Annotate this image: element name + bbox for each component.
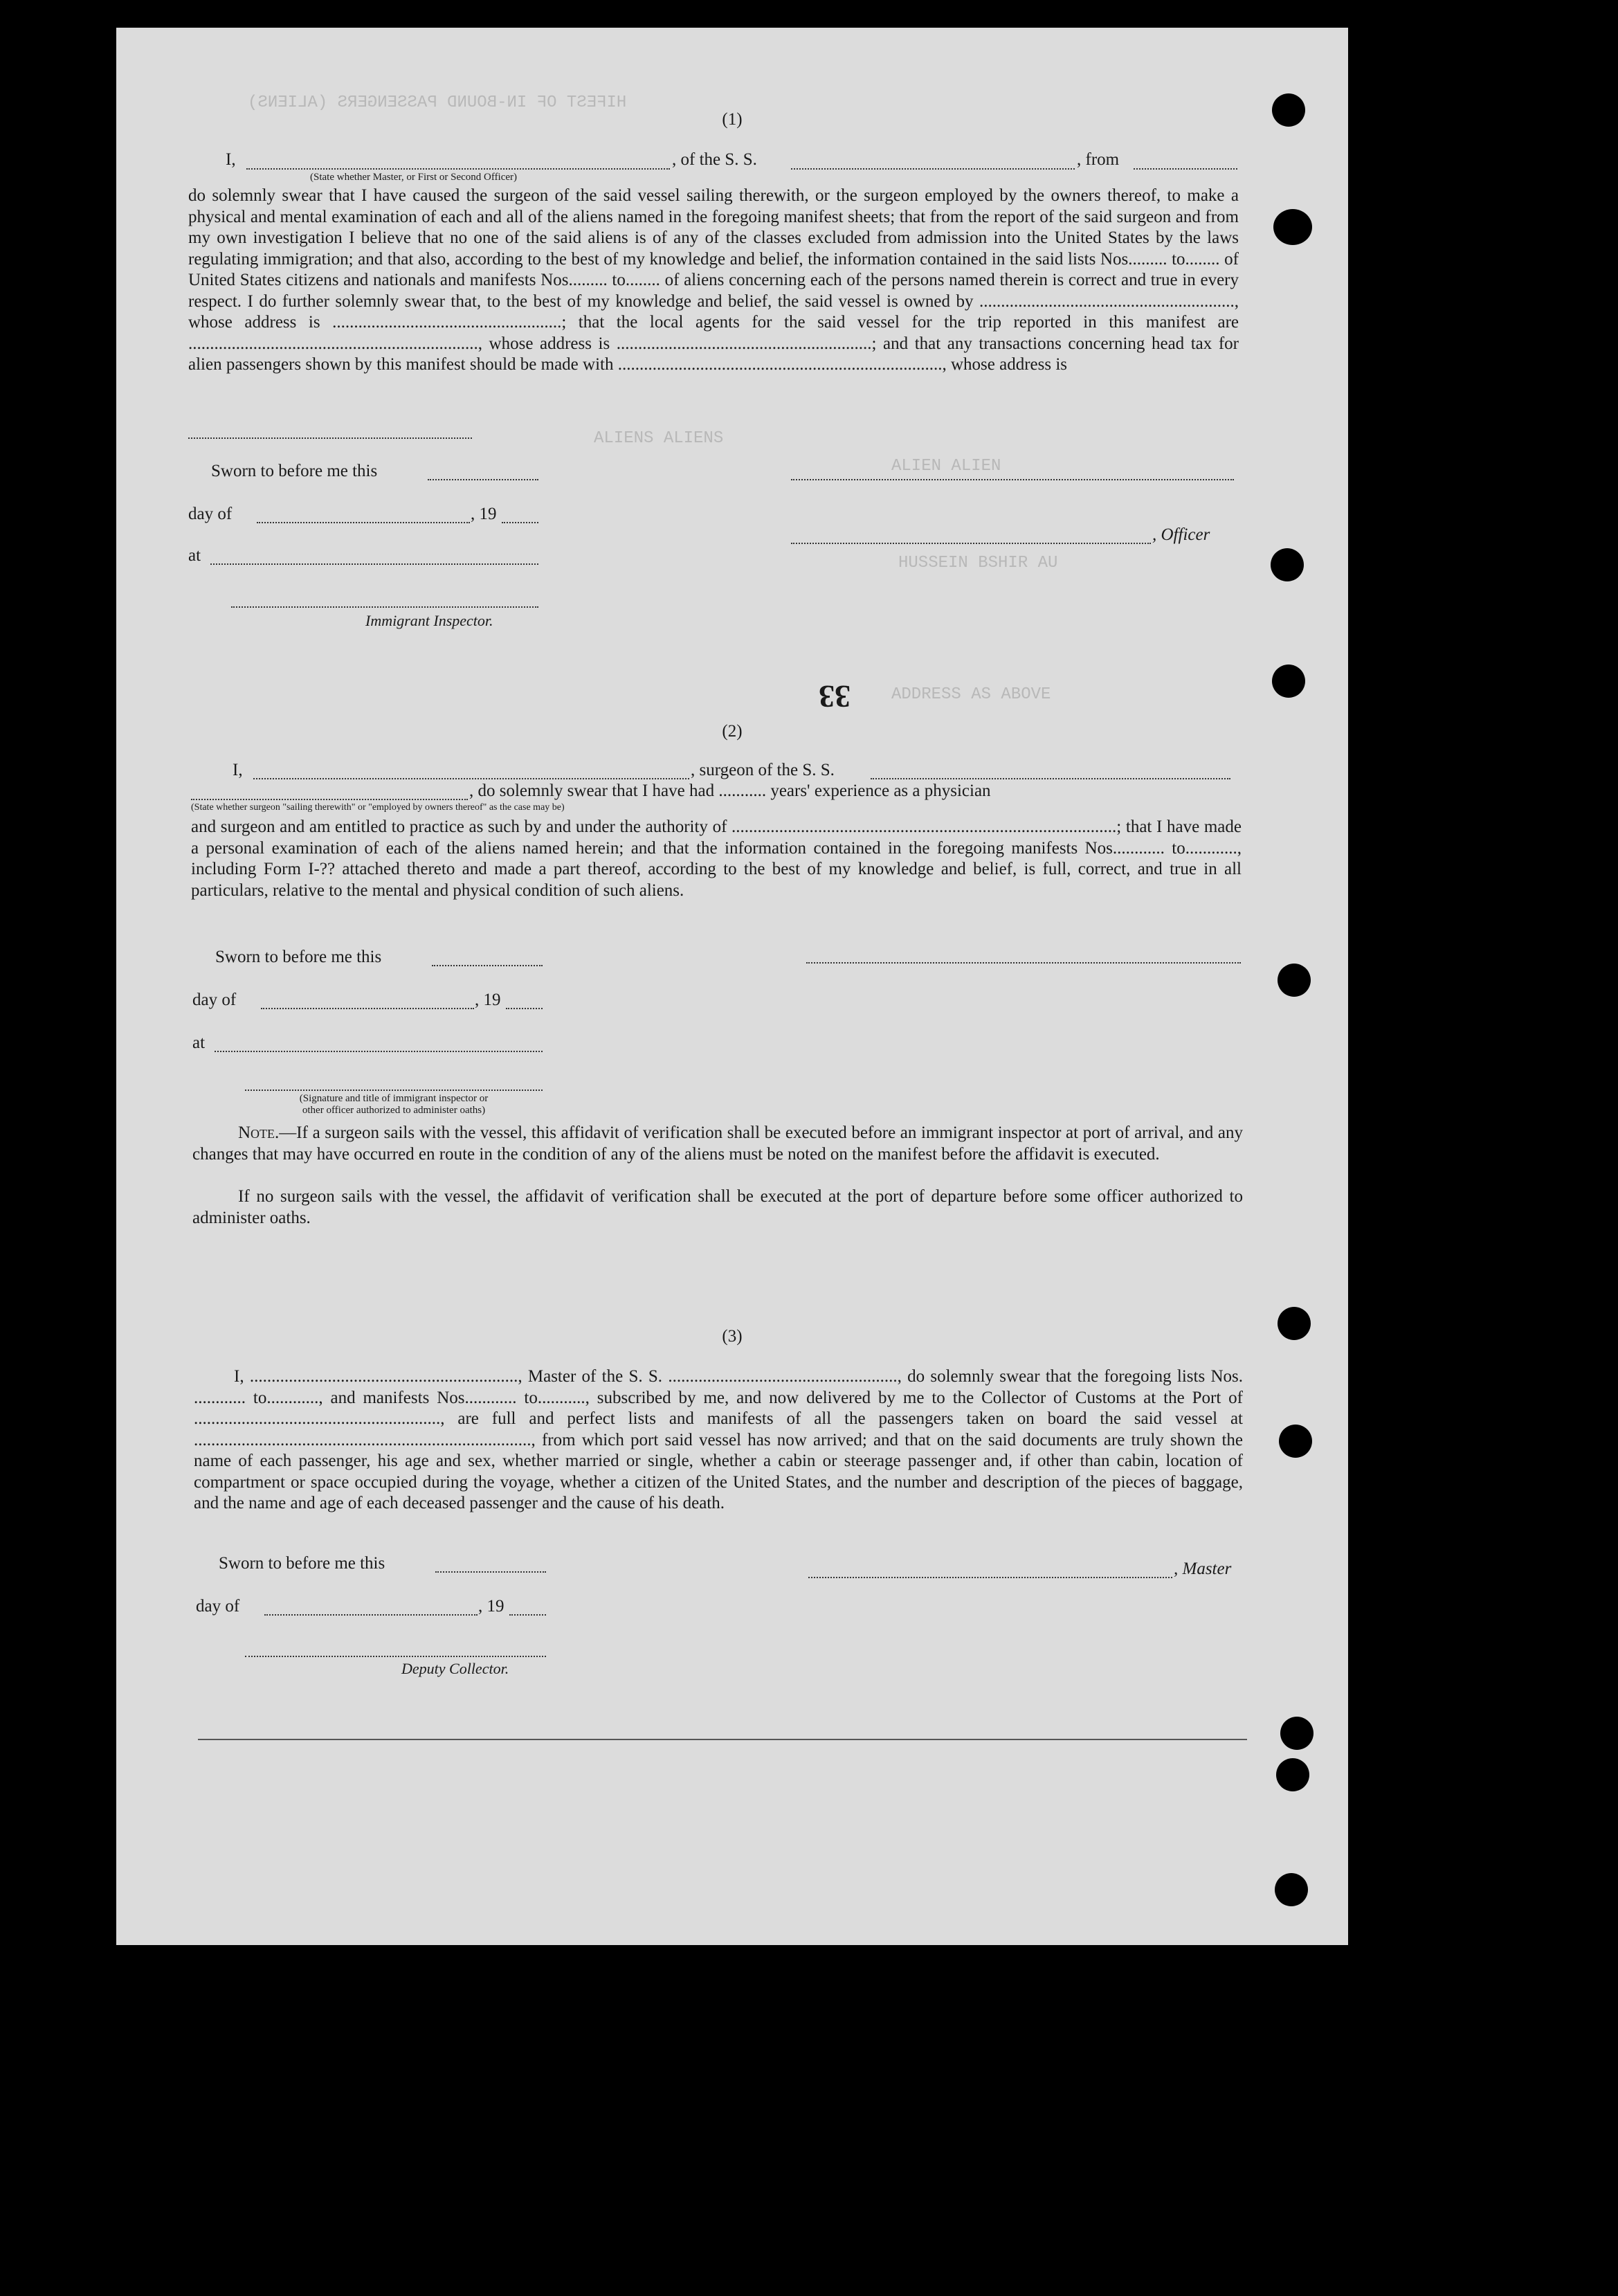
from-port-field[interactable] xyxy=(1134,168,1237,170)
punch-hole xyxy=(1279,1425,1312,1458)
section-1-body: do solemnly swear that I have caused the surgeon of the said vessel sailing therewith, or the surgeon employed by the owners thereof, to make a physical and mental examination of each and all of the aliens named in the foregoing manifest sheets; that from the report of the said surgeon and from my own investigation I believe that no one of the said aliens is of any of the classes excluded from admission into the United States by the laws regulating immigration; and that also, according to the best of my knowledge and belief, the information contained in the said lists Nos......... to........ of United States citizens and nationals and manifests Nos......... to........ of aliens concerning each of the persons named therein is correct and true in every respect. I do further solemnly swear that, to the best of my knowledge and belief, the said vessel is owned by ..........................................................., whose address is .....................................................; that the local agents for the said vessel for the trip reported in this manifest are ..................................................................., whose address is ...........................................................; and that any transactions concerning head tax for alien passengers shown by this manifest should be made with ..........................................................................., whose address is xyxy=(188,186,1239,374)
officer-title-note: (State whether Master, or First or Second Officer) xyxy=(310,172,518,183)
section-2-at-field[interactable] xyxy=(215,1051,543,1052)
section-1-day-of: day of xyxy=(188,505,233,523)
punch-hole xyxy=(1278,964,1311,997)
master-signature-line[interactable] xyxy=(808,1577,1172,1578)
section-2-day-of: day of xyxy=(192,991,237,1009)
collector-signature-line[interactable] xyxy=(245,1656,546,1657)
from-label: , from xyxy=(1077,150,1120,169)
bottom-rule xyxy=(198,1739,1247,1740)
agent-address-field[interactable] xyxy=(188,437,472,439)
section-1-number: (1) xyxy=(722,110,743,129)
section-1-i: I, xyxy=(226,150,236,169)
officer-label: , Officer xyxy=(1152,525,1210,544)
section-1-sworn-field[interactable] xyxy=(428,479,538,480)
master-label: , Master xyxy=(1174,1560,1232,1578)
deputy-collector-label: Deputy Collector. xyxy=(401,1660,509,1677)
section-2-i: I, xyxy=(233,761,243,779)
punch-hole xyxy=(1271,548,1304,581)
section-1-right-line[interactable] xyxy=(791,479,1234,480)
bleed-through-text: ADDRESS AS ABOVE xyxy=(891,685,1051,704)
note-label: Note. xyxy=(238,1123,280,1142)
handwritten-number: 33 xyxy=(819,679,851,714)
section-2-note-2: If no surgeon sails with the vessel, the affidavit of verification shall be executed at the port of departure before some officer authorized to administer oaths. xyxy=(192,1187,1243,1227)
section-3-body: I, .............................................................., Master of the S. S. ....................................................., do solemnly swear that the foregoing lists Nos. ............ to............, and manifests Nos............ to..........., subscribed by me, and now delivered by me to the Collector of Customs at the Port of ........................................................., are full and perfect lists and manifests of all the passengers taken on board the said vessel at .............................................................................., from which port said vessel has now arrived; and that on the said documents are truly shown the name of each passenger, his age and sex, whether married or single, whether a cabin or steerage passenger and, if other than cabin, location of compartment or space occupied during the voyage, whether a citizen of the United States, and the number and description of the pieces of baggage, and the name and age of each deceased passenger and the cause of his death. xyxy=(194,1367,1243,1512)
section-3-year-field[interactable] xyxy=(509,1614,546,1616)
officer-signature-line[interactable] xyxy=(791,543,1151,544)
section-2-body: and surgeon and am entitled to practice as such by and under the authority of .........................................................................................; that I have made a personal examination of each of the aliens named herein; and that the information contained in the foregoing manifests Nos............ to............, including Form I-?? attached thereto and made a part thereof, according to the best of my knowledge and belief, is full, correct, and true in all particulars, relative to the mental and physical condition of such aliens. xyxy=(191,817,1242,900)
inspector-signature-line[interactable] xyxy=(231,606,538,608)
manifest-page xyxy=(116,28,1348,1945)
punch-hole xyxy=(1275,1873,1308,1906)
section-1-day-field[interactable] xyxy=(257,522,470,523)
section-2-official-signature-line[interactable] xyxy=(245,1090,543,1091)
section-3-number: (3) xyxy=(722,1327,743,1346)
section-3-day-field[interactable] xyxy=(264,1614,478,1616)
bleed-through-text: HUSSEIN BSHIR AU xyxy=(898,554,1058,572)
immigrant-inspector-label: Immigrant Inspector. xyxy=(365,612,493,629)
section-1-year: , 19 xyxy=(471,505,497,523)
section-2-sworn-field[interactable] xyxy=(432,965,543,966)
surgeon-of-ss-label: , surgeon of the S. S. xyxy=(691,761,835,779)
section-1-at: at xyxy=(188,546,201,565)
vessel-name-field[interactable] xyxy=(791,168,1075,170)
bleed-through-text: ALIENS ALIENS xyxy=(594,429,724,448)
punch-hole xyxy=(1272,93,1305,127)
section-2-at: at xyxy=(192,1033,206,1052)
note-text: —If a surgeon sails with the vessel, this affidavit of verification shall be executed before an immigrant inspector at port of arrival, and any changes that may have occurred en route in the condition of any of the aliens must be noted on the manifest before the affidavit is executed. xyxy=(192,1123,1243,1164)
surgeon-name-field[interactable] xyxy=(253,778,689,779)
of-ss-label: , of the S. S. xyxy=(672,150,757,169)
signature-note-1: (Signature and title of immigrant inspector or xyxy=(299,1093,489,1104)
surgeon-type-field[interactable] xyxy=(191,799,468,800)
bleed-through-text: ALIEN ALIEN xyxy=(891,457,1001,476)
section-2-year: , 19 xyxy=(475,991,501,1009)
section-2-number: (2) xyxy=(722,722,743,741)
section-2-year-field[interactable] xyxy=(506,1008,543,1009)
punch-hole xyxy=(1278,1307,1311,1340)
punch-hole xyxy=(1273,209,1312,245)
surgeon-type-note: (State whether surgeon "sailing therewith" or "employed by owners thereof" as the case may be) xyxy=(191,802,565,813)
section-3-sworn: Sworn to before me this xyxy=(219,1554,385,1573)
section-1-sworn: Sworn to before me this xyxy=(211,462,378,480)
punch-hole xyxy=(1272,665,1305,698)
section-3-year: , 19 xyxy=(478,1597,505,1616)
section-2-vessel-field[interactable] xyxy=(871,778,1230,779)
section-3-day-of: day of xyxy=(196,1597,240,1616)
section-3-sworn-field[interactable] xyxy=(435,1571,546,1573)
signature-note-2: other officer authorized to administer oaths) xyxy=(302,1105,486,1116)
section-2-sworn: Sworn to before me this xyxy=(215,948,382,966)
punch-hole xyxy=(1276,1758,1309,1791)
section-1-at-field[interactable] xyxy=(210,563,538,565)
section-2-line-2: , do solemnly swear that I have had ........... years' experience as a physician xyxy=(469,781,991,800)
section-2-note xyxy=(192,1123,1243,1165)
section-1-year-field[interactable] xyxy=(502,522,538,523)
officer-title-field[interactable] xyxy=(246,168,670,170)
punch-hole xyxy=(1280,1717,1314,1750)
surgeon-signature-line[interactable] xyxy=(806,962,1241,964)
bleed-through-text: HIFEST OF IN-BOUND PASSENGERS (ALIENS) xyxy=(248,93,627,112)
section-2-day-field[interactable] xyxy=(261,1008,474,1009)
